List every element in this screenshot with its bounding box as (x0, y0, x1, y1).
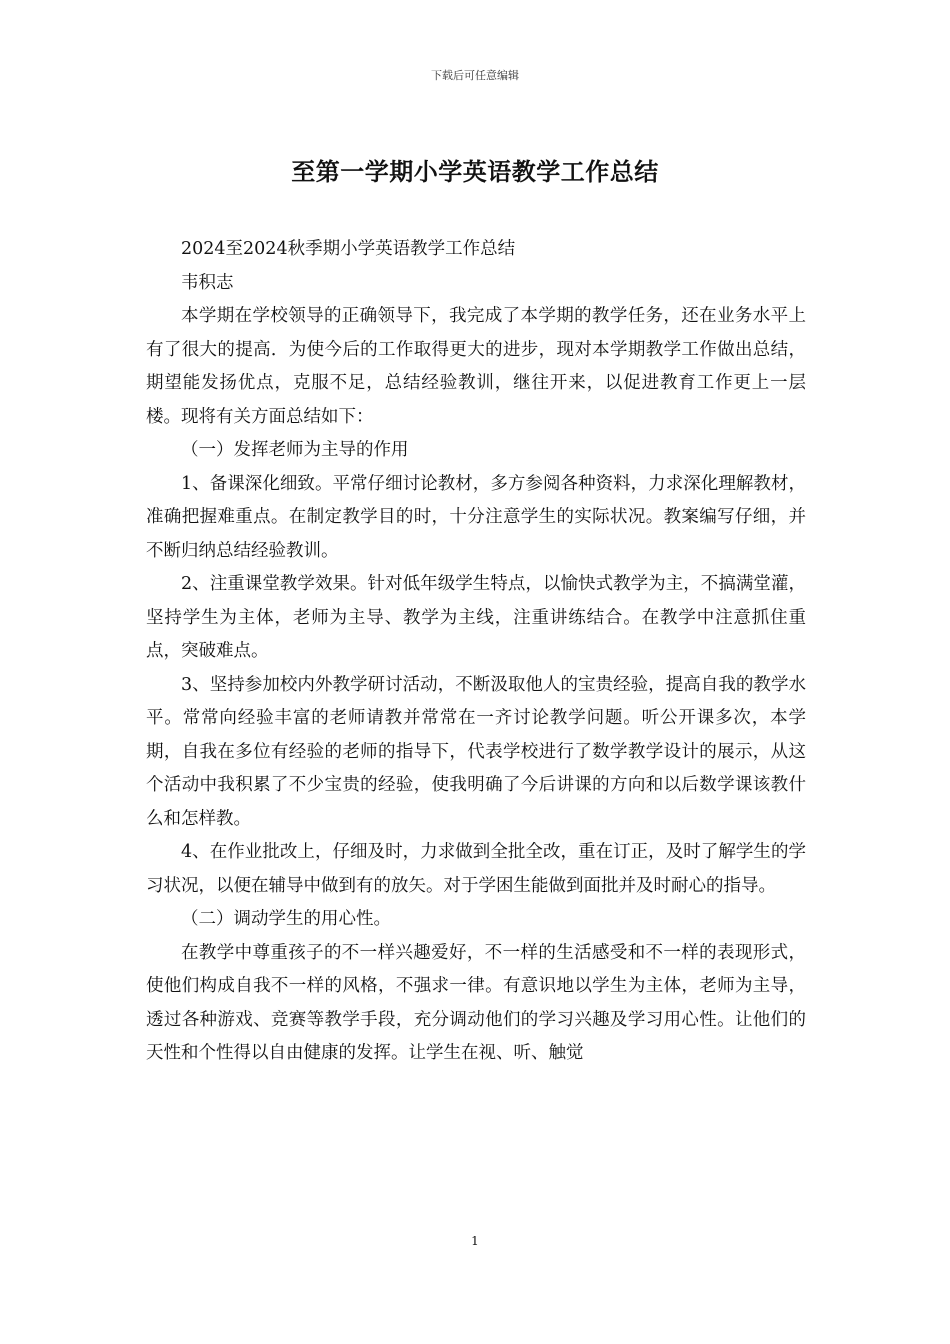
paragraph-item-2: 2、注重课堂教学效果。针对低年级学生特点，以愉快式教学为主，不搞满堂灌，坚持学生为主体，老师为主导、教学为主线，注重讲练结合。在教学中注意抓住重点，突破难点。 (146, 574, 806, 661)
paragraph-item-3: 3、坚持参加校内外教学研讨活动，不断汲取他人的宝贵经验，提高自我的教学水平。常常向经验丰富的老师请教并常常在一齐讨论教学问题。听公开课多次，本学期，自我在多位有经验的老师的指导下，代表学校进行了数学教学设计的展示，从这个活动中我积累了不少宝贵的经验，使我明确了今后讲课的方向和以后数学课该教什么和怎样教。 (146, 674, 806, 829)
paragraph-section-2: 在教学中尊重孩子的不一样兴趣爱好，不一样的生活感受和不一样的表现形式，使他们构成自我不一样的风格，不强求一律。有意识地以学生为主体，老师为主导，透过各种游戏、竞赛等教学手段，充分调动他们的学习兴趣及学习用心性。让他们的天性和个性得以自由健康的发挥。让学生在视、听、触觉 (146, 942, 806, 1063)
document-title: 至第一学期小学英语教学工作总结 (291, 157, 659, 186)
paragraph-item-1: 1、备课深化细致。平常仔细讨论教材，多方参阅各种资料，力求深化理解教材，准确把握难重点。在制定教学目的时，十分注意学生的实际状况。教案编写仔细，并不断归纳总结经验教训。 (146, 473, 806, 561)
author-line: 韦积志 (181, 272, 234, 293)
subtitle-line: 2024至2024秋季期小学英语教学工作总结 (181, 239, 516, 259)
section-heading-2: （二）调动学生的用心性。 (181, 909, 391, 929)
header-note: 下载后可任意编辑 (431, 69, 519, 82)
intro-paragraph: 本学期在学校领导的正确领导下，我完成了本学期的教学任务，还在业务水平上有了很大的提高．为使今后的工作取得更大的进步，现对本学期教学工作做出总结，期望能发扬优点，克服不足，总结经验教训，继往开来，以促进教育工作更上一层楼。现将有关方面总结如下： (146, 306, 806, 427)
document-body (146, 233, 806, 1071)
paragraph-item-4: 4、在作业批改上，仔细及时，力求做到全批全改，重在订正，及时了解学生的学习状况，以便在辅导中做到有的放矢。对于学困生能做到面批并及时耐心的指导。 (146, 842, 806, 896)
section-heading-1: （一）发挥老师为主导的作用 (181, 440, 409, 460)
page-number: 1 (471, 1234, 479, 1248)
